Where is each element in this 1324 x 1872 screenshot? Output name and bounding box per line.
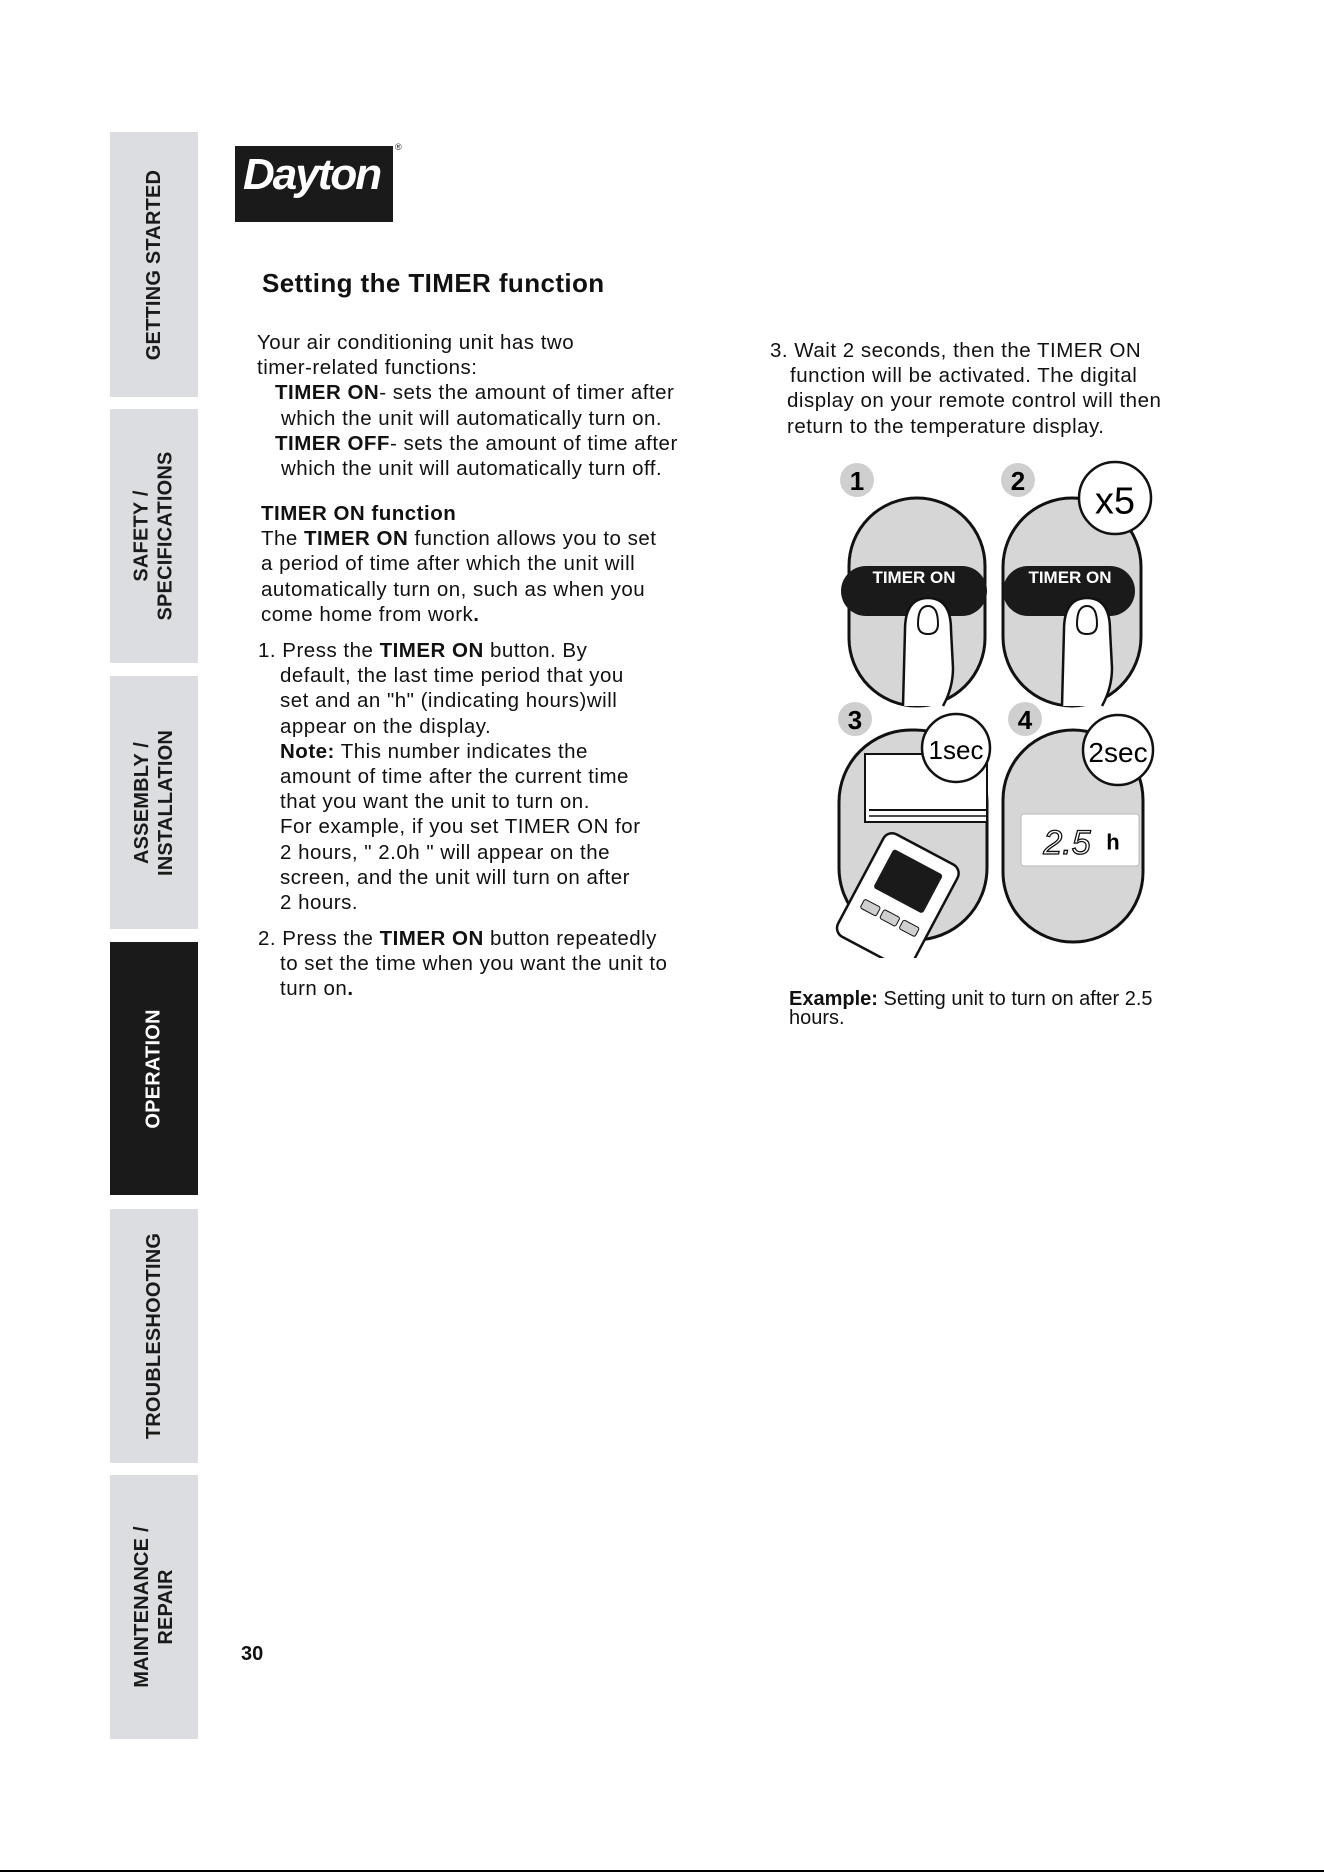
tab-label: OPERATION [143, 1008, 165, 1129]
timer-on-button-label: TIMER ON [872, 568, 956, 588]
timer-on-section: TIMER ON function The TIMER ON function allows you to set a period of time after which the unit will automatically turn on, such as when you come home from work. [261, 501, 761, 627]
intro-block: Your air conditioning unit has two timer-related functions: TIMER ON- sets the amount of timer after which the unit will automatically turn on. TIMER OFF- sets the amount of time after which the unit will automatically turn off. [257, 331, 678, 481]
section-title: TIMER ON function [261, 502, 457, 525]
display-unit: h [1106, 829, 1120, 855]
note-label: Note: [280, 739, 335, 763]
step-number-3: 3 [847, 705, 863, 736]
tab-label: SAFETY / SPECIFICATIONS [131, 451, 178, 621]
step-1: 1. Press the TIMER ON button. By default, the last time period that you set and an "h" (indicating hours)will appear on the display. Note: This number indicates the amount of time after the current time that you want the unit to turn on. For example, if you set TIMER ON for 2 hours, " 2.0h " will appear on the screen, and the unit will turn on after 2 hours. [258, 639, 641, 915]
timer-on-button-label: TIMER ON [1028, 568, 1112, 588]
repeat-x5-label: x5 [1094, 480, 1136, 523]
panel-1-press-timer-on [840, 463, 987, 706]
wait-2sec-label: 2sec [1088, 736, 1148, 768]
tab-assembly-installation[interactable] [110, 676, 198, 929]
step-3: 3. Wait 2 seconds, then the TIMER ON function will be activated. The digital display on your remote control will then return to the temperature display. [770, 339, 1162, 438]
timer-illustration [835, 458, 1175, 958]
registered-mark: ® [395, 142, 402, 152]
tab-safety-specifications[interactable] [110, 409, 198, 663]
timer-off-term: TIMER OFF [275, 431, 390, 455]
panel-2-press-repeatedly [1001, 462, 1151, 706]
step-number-2: 2 [1010, 466, 1026, 497]
panel-4-wait-2sec [1003, 702, 1153, 942]
step-2: 2. Press the TIMER ON button repeatedly to set the time when you want the unit to turn on. [258, 927, 668, 1001]
step-number-4: 4 [1017, 705, 1033, 736]
logo-text: Dayton [243, 150, 381, 199]
page-number: 30 [241, 1643, 264, 1665]
tab-troubleshooting[interactable] [110, 1209, 198, 1463]
wait-1sec-label: 1sec [928, 735, 984, 766]
example-caption: Example: Setting unit to turn on after 2.5 hours. [789, 988, 1153, 1029]
step-number-1: 1 [849, 466, 865, 497]
tab-label: MAINTENANCE / REPAIR [131, 1526, 177, 1688]
display-value: 2.5 [1043, 823, 1091, 862]
tab-label: GETTING STARTED [143, 169, 165, 360]
example-label: Example: [789, 988, 878, 1010]
tab-label: ASSEMBLY / INSTALLATION [131, 729, 177, 876]
tab-maintenance-repair[interactable] [110, 1475, 198, 1739]
page-title: Setting the TIMER function [262, 268, 605, 298]
tab-label: TROUBLESHOOTING [143, 1232, 165, 1440]
dayton-logo [235, 146, 393, 222]
tab-operation[interactable] [110, 942, 198, 1195]
panel-3-wait-1sec [835, 702, 990, 958]
tab-getting-started[interactable] [110, 132, 198, 397]
timer-on-term: TIMER ON [275, 381, 380, 405]
